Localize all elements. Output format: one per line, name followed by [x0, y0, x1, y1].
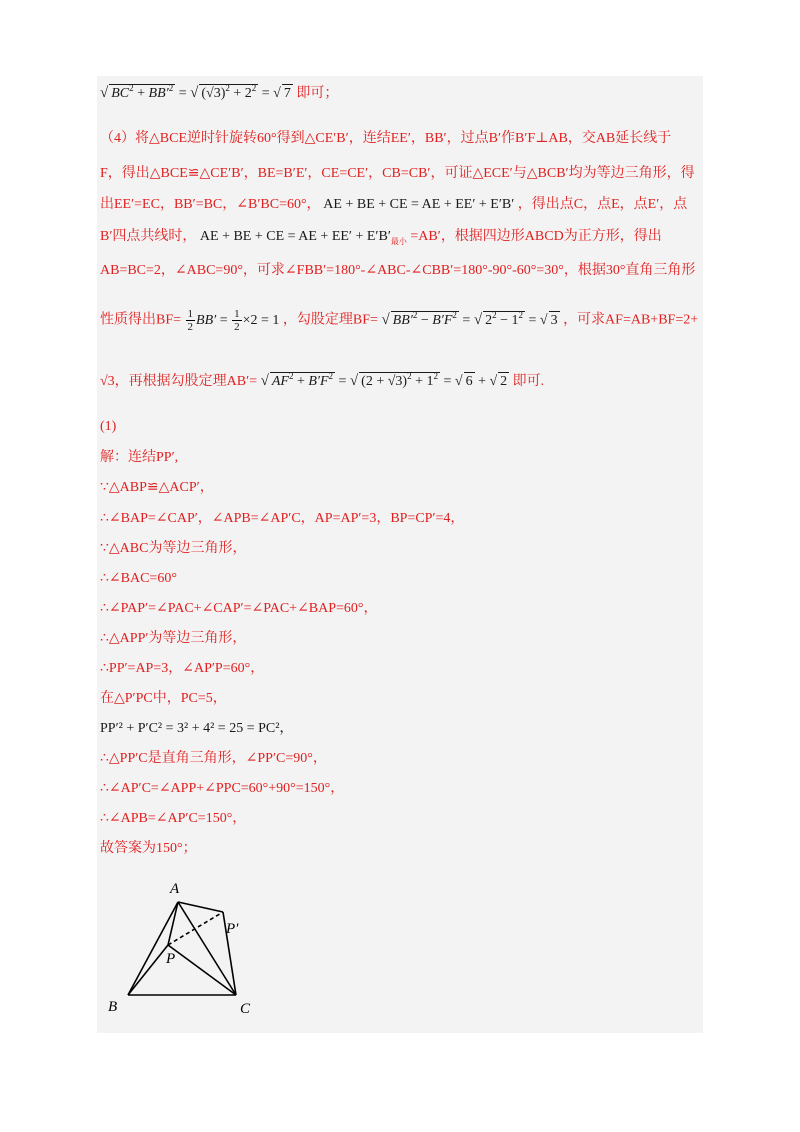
- paragraph-line: （4）将△BCE逆时针旋转60°得到△CE′B′，连结EE′，BB′，过点B′作B′F⊥AB，交AB延长线于: [100, 131, 672, 146]
- vertex-label-c: C: [240, 1001, 251, 1017]
- text-tail: 即可；: [296, 86, 339, 101]
- text-segment: ，勾股定理BF=: [282, 312, 378, 328]
- solution-line: ∴∠BAC=60°: [100, 571, 177, 586]
- geometry-figure: [100, 875, 280, 1025]
- solution-line: ∴△PP′C是直角三角形，∠PP′C=90°，: [100, 751, 327, 766]
- text-segment: 出EE′=EC，BB′=BC，∠B′BC=60°，: [100, 197, 321, 212]
- paragraph-line: [100, 228, 662, 246]
- paragraph-line: 性质得出BF= $\frac{1}{2}$ BB′ = $\frac{1}{2}$ ×2 = 1 ，勾股定理BF= √ $BB'^2 - B'F^2$ = √ $2^2 - 1^2$ = √ 3 ，可求AF=AB+BF=2+: [100, 308, 699, 333]
- vertex-label-p-prime: P′: [226, 921, 239, 937]
- text-segment: ，得出点C，点E，点E′，点: [517, 197, 688, 212]
- vertex-label-p: P: [166, 951, 176, 967]
- subscript: 最小: [390, 237, 407, 246]
- text-segment: 性质得出BF=: [100, 312, 182, 328]
- text-segment: 即可.: [512, 374, 545, 389]
- solution-line: 在△P′PC中，PC=5，: [100, 691, 227, 706]
- solution-line: ∴∠PAP′=∠PAC+∠CAP′=∠PAC+∠BAP=60°，: [100, 601, 378, 616]
- math-segment: AE + BE + CE = AE + EE′ + E′B′: [199, 229, 391, 244]
- solution-line: ∴PP′=AP=3，∠AP′P=60°，: [100, 661, 265, 676]
- solution-line: 故答案为150°；: [100, 841, 197, 856]
- math-segment: AE + BE + CE = AE + EE′ + E′B′: [323, 197, 515, 212]
- solution-line: ∴∠AP′C=∠APP+∠PPC=60°+90°=150°，: [100, 781, 345, 796]
- solution-line: ∴∠BAP=∠CAP′，∠APB=∠AP′C，AP=AP′=3，BP=CP′=4，: [100, 511, 465, 526]
- vertex-label-a: A: [170, 881, 180, 897]
- text-segment: B′四点共线时，: [100, 229, 197, 244]
- solution-formula: PP′² + P′C² = 3² + 4² = 25 = PC²，: [100, 721, 294, 736]
- paragraph-line: [100, 196, 687, 214]
- solution-line: ∴△APP′为等边三角形，: [100, 631, 247, 646]
- formula-line-1: √ $BC^2 + BB'^2$ = √ $(√3)^2 + 2^2$ = √ 7 即可；: [100, 83, 339, 101]
- paragraph-line: √3，再根据勾股定理AB′= √ $AF^2 + B'F^2$ = √ $(2 + √3)^2 + 1^2$ = √ 6 + √ 2 即可.: [100, 371, 545, 389]
- solution-line: ∴∠APB=∠AP′C=150°，: [100, 811, 247, 826]
- paragraph-line: AB=BC=2，∠ABC=90°，可求∠FBB′=180°-∠ABC-∠CBB′=180°-90°-60°=30°，根据30°直角三角形: [100, 263, 696, 278]
- text-segment: √3，再根据勾股定理AB′=: [100, 374, 258, 389]
- text-segment: ，可求AF=AB+BF=2+: [563, 312, 699, 328]
- solution-line: (1): [100, 419, 117, 434]
- solution-line: 解：连结PP′,: [100, 450, 179, 465]
- solution-line: ∵△ABP≌△ACP′，: [100, 480, 214, 495]
- text-segment: =AB′，根据四边形ABCD为正方形，得出: [410, 229, 662, 244]
- vertex-label-b: B: [108, 999, 118, 1015]
- paragraph-line: F，得出△BCE≌△CE′B′，BE=B′E′，CE=CE′，CB=CB′，可证△ECE′与△BCB′均为等边三角形，得: [100, 166, 695, 181]
- solution-line: ∵△ABC为等边三角形，: [100, 541, 247, 556]
